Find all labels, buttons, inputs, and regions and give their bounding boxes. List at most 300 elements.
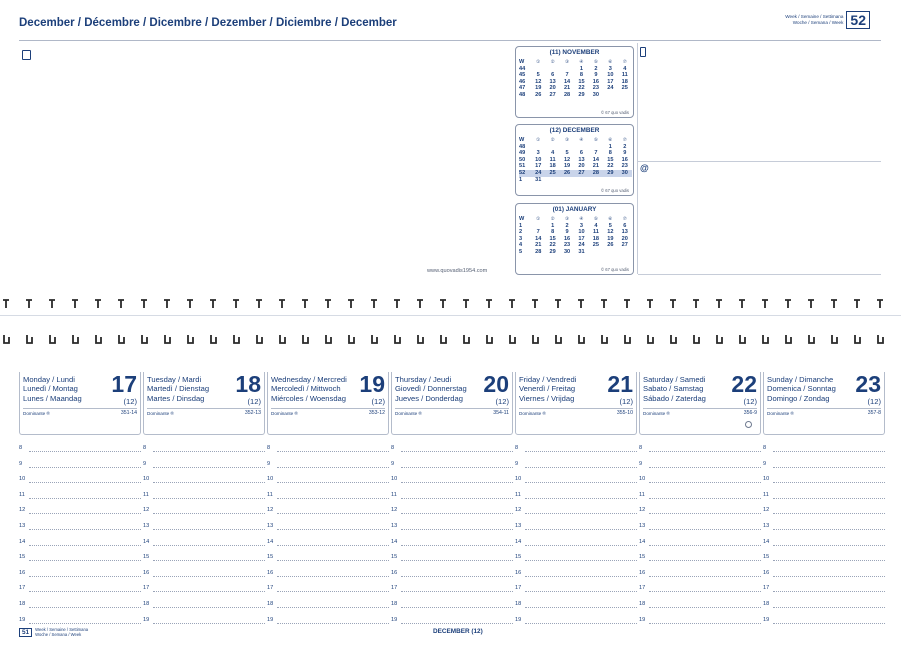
spiral-ring-top [739, 300, 745, 308]
hour-label: 15 [515, 554, 522, 561]
weekday-header: ④ [579, 59, 584, 64]
hour-line[interactable] [29, 560, 141, 561]
spiral-ring-bottom [579, 335, 584, 343]
hour-line[interactable] [773, 482, 885, 483]
day-week: (12) [867, 397, 881, 406]
notes-line [638, 274, 881, 275]
spiral-ring-top [670, 300, 676, 308]
weekday-header: ⑦ [622, 137, 627, 142]
spiral-ring-bottom [487, 335, 492, 343]
week-number-cell: 51 [519, 163, 526, 170]
hour-line[interactable] [153, 623, 265, 624]
notes-divider [637, 43, 638, 274]
hour-line[interactable] [29, 529, 141, 530]
date-cell: 28 [563, 91, 571, 98]
hour-line[interactable] [153, 607, 265, 608]
day-header [19, 372, 141, 435]
hour-label: 9 [763, 460, 767, 467]
hour-line[interactable] [401, 498, 513, 499]
week-label-line2: Woche / Semana / Week [792, 20, 844, 25]
date-cell: 14 [535, 235, 542, 242]
hour-line[interactable] [525, 529, 637, 530]
date-cell: 25 [621, 85, 628, 92]
hour-line[interactable] [773, 513, 885, 514]
weekday-header: ③ [565, 59, 570, 64]
date-cell: 29 [549, 248, 556, 255]
date-cell: 16 [592, 78, 600, 85]
hour-line[interactable] [649, 482, 761, 483]
weekday-header: ④ [579, 216, 584, 221]
hour-line[interactable] [153, 467, 265, 468]
spiral-ring-top [256, 300, 262, 308]
hour-line[interactable] [649, 498, 761, 499]
spiral-ring-bottom [625, 335, 630, 343]
date-cell: 22 [607, 163, 614, 170]
hour-line[interactable] [153, 560, 265, 561]
hour-line[interactable] [773, 623, 885, 624]
date-cell: 18 [621, 78, 628, 85]
hour-label: 12 [763, 507, 770, 514]
hour-line[interactable] [401, 576, 513, 577]
hour-line[interactable] [29, 482, 141, 483]
day-week: (12) [495, 397, 509, 406]
notepad-icon [22, 50, 31, 60]
mini-calendar-grid [519, 216, 632, 256]
week-number-cell: 2 [519, 229, 523, 236]
hour-line[interactable] [153, 545, 265, 546]
spiral-ring-bottom [96, 335, 101, 343]
hour-label: 18 [143, 601, 150, 607]
date-cell: 6 [551, 72, 555, 79]
day-name-line3: Jueves / Donderdag [395, 393, 463, 403]
spiral-ring-bottom [73, 335, 78, 343]
date-cell: 16 [563, 235, 571, 242]
hour-line[interactable] [401, 529, 513, 530]
date-cell: 13 [578, 156, 585, 163]
week-number-cell: 45 [519, 72, 526, 79]
hour-label: 12 [639, 507, 646, 514]
hour-line[interactable] [153, 591, 265, 592]
hour-line[interactable] [277, 467, 389, 468]
weekday-header: ⑦ [622, 59, 627, 64]
hour-label: 17 [267, 585, 274, 592]
date-cell: 30 [618, 170, 632, 177]
day-header [391, 372, 513, 435]
date-cell: 10 [535, 156, 542, 163]
hour-line[interactable] [401, 607, 513, 608]
date-cell: 12 [535, 78, 542, 85]
day-number: 18 [235, 371, 261, 397]
date-cell: 10 [578, 229, 585, 236]
day-number: 19 [359, 371, 385, 397]
date-cell: 9 [565, 229, 569, 236]
hour-line[interactable] [277, 560, 389, 561]
hour-line[interactable] [773, 545, 885, 546]
hour-label: 18 [267, 601, 274, 607]
date-cell [618, 249, 632, 256]
hour-label: 12 [19, 507, 26, 514]
day-names [147, 375, 209, 403]
day-divider [643, 408, 757, 409]
footer-week [19, 627, 88, 637]
hour-label: 19 [515, 616, 522, 623]
hour-line[interactable] [29, 498, 141, 499]
hour-line[interactable] [277, 498, 389, 499]
spiral-ring-bottom [50, 335, 55, 343]
date-cell: 11 [592, 229, 599, 236]
hour-line[interactable] [277, 623, 389, 624]
hour-label: 16 [19, 569, 26, 576]
spiral-ring-top [394, 300, 400, 308]
weekday-header: ⑤ [593, 216, 598, 221]
mini-calendar-footer: © 67 quo vadis [601, 110, 629, 115]
dominante-label: Dominante ® [395, 411, 422, 416]
hour-line[interactable] [401, 513, 513, 514]
date-cell [560, 177, 574, 184]
day-header [267, 372, 389, 435]
spiral-ring-top [187, 300, 193, 308]
hour-line[interactable] [525, 467, 637, 468]
hour-line[interactable] [649, 451, 761, 452]
hour-line[interactable] [277, 607, 389, 608]
weekday-header: ② [550, 216, 555, 221]
spiral-ring-bottom [234, 335, 239, 343]
hour-line[interactable] [29, 451, 141, 452]
day-names [395, 375, 467, 403]
day-name-line2: Mercoledì / Mittwoch [271, 384, 341, 394]
spiral-ring-bottom [280, 335, 285, 343]
hour-line[interactable] [525, 576, 637, 577]
mini-calendar-title: (11) NOVEMBER [549, 49, 600, 56]
spiral-ring-bottom [717, 335, 722, 343]
day-of-year: 354-11 [493, 410, 509, 416]
hour-line[interactable] [277, 576, 389, 577]
day-number: 23 [855, 371, 881, 397]
week-number-cell: 50 [519, 156, 526, 163]
hour-line[interactable] [773, 467, 885, 468]
mini-calendar-footer: © 67 quo vadis [601, 267, 629, 272]
hour-line[interactable] [401, 451, 513, 452]
date-cell [531, 66, 545, 73]
hour-line[interactable] [401, 591, 513, 592]
hour-line[interactable] [29, 576, 141, 577]
hour-line[interactable] [401, 545, 513, 546]
hour-label: 10 [391, 476, 398, 483]
hour-line[interactable] [649, 545, 761, 546]
week-label-line1: Week / Semaine / Settimana [785, 14, 844, 20]
hour-label: 11 [639, 491, 645, 498]
week-number-cell: 46 [519, 78, 526, 85]
hour-label: 17 [19, 585, 26, 592]
day-name-line3: Viernes / Vrijdag [519, 393, 575, 403]
date-cell [589, 249, 603, 256]
hour-line[interactable] [525, 451, 637, 452]
day-names [643, 375, 706, 403]
spiral-ring-top [302, 300, 308, 308]
spiral-ring-bottom [303, 335, 308, 343]
spiral-ring-bottom [786, 335, 791, 343]
date-cell: 23 [563, 242, 571, 249]
hour-line[interactable] [29, 467, 141, 468]
day-name-line3: Martes / Dinsdag [147, 393, 205, 403]
date-cell: 7 [594, 150, 598, 157]
hour-line[interactable] [525, 607, 637, 608]
mini-calendar-footer: © 67 quo vadis [601, 188, 629, 193]
hour-line[interactable] [525, 560, 637, 561]
hour-line[interactable] [773, 451, 885, 452]
hour-line[interactable] [153, 451, 265, 452]
dominante-label: Dominante ® [767, 411, 794, 416]
date-cell: 25 [545, 170, 559, 177]
spiral-ring-top [762, 300, 768, 308]
hour-line[interactable] [29, 545, 141, 546]
hour-line[interactable] [649, 529, 761, 530]
day-of-year: 357-8 [867, 410, 881, 416]
spiral-ring-bottom [510, 335, 515, 343]
date-cell: 27 [574, 170, 588, 177]
date-cell: 10 [607, 72, 614, 79]
spiral-ring-bottom [671, 335, 676, 343]
date-cell: 30 [563, 248, 571, 255]
hour-line[interactable] [525, 498, 637, 499]
date-cell [574, 177, 588, 184]
date-cell: 4 [594, 222, 598, 229]
day-divider [271, 408, 385, 409]
hour-label: 11 [143, 491, 149, 498]
hour-line[interactable] [525, 513, 637, 514]
date-cell [603, 177, 617, 184]
hour-line[interactable] [277, 529, 389, 530]
hour-label: 18 [391, 601, 398, 607]
week-number-cell: 49 [519, 150, 526, 157]
hour-label: 8 [143, 445, 147, 451]
date-cell: 4 [551, 150, 555, 157]
date-cell [531, 144, 545, 151]
hour-line[interactable] [525, 591, 637, 592]
hour-label: 15 [19, 554, 26, 561]
spiral-ring-top [601, 300, 607, 308]
day-divider [395, 408, 509, 409]
hour-line[interactable] [277, 482, 389, 483]
day-name-line3: Lunes / Maandag [23, 393, 82, 403]
hour-line[interactable] [773, 576, 885, 577]
hour-label: 19 [143, 616, 150, 623]
spiral-ring-top [49, 300, 55, 308]
hour-label: 11 [763, 491, 769, 498]
hour-line[interactable] [649, 576, 761, 577]
hour-label: 10 [19, 476, 26, 483]
date-cell: 21 [563, 85, 571, 92]
hour-label: 12 [267, 507, 274, 514]
hour-label: 12 [391, 507, 398, 514]
spiral-ring-bottom [740, 335, 745, 343]
day-number: 21 [607, 371, 633, 397]
hour-label: 14 [19, 538, 26, 545]
hour-line[interactable] [153, 482, 265, 483]
spiral-ring-bottom [326, 335, 331, 343]
hour-line[interactable] [29, 513, 141, 514]
date-cell: 2 [623, 143, 627, 150]
date-cell: 12 [607, 229, 614, 236]
date-cell: 8 [608, 150, 612, 157]
hour-line[interactable] [277, 513, 389, 514]
hour-line[interactable] [153, 513, 265, 514]
binding-strip [0, 315, 901, 329]
hour-label: 17 [391, 585, 398, 592]
hour-line[interactable] [649, 467, 761, 468]
dominante-label: Dominante ® [147, 411, 174, 416]
hour-line[interactable] [649, 607, 761, 608]
weekday-header: W [519, 59, 525, 65]
spiral-ring-top [693, 300, 699, 308]
day-names [519, 375, 576, 403]
hour-label: 13 [763, 523, 770, 529]
day-of-year: 355-10 [616, 410, 633, 416]
hour-label: 11 [19, 491, 25, 498]
hour-line[interactable] [525, 545, 637, 546]
date-cell: 26 [560, 170, 574, 177]
day-week: (12) [619, 397, 633, 406]
date-cell: 1 [551, 222, 555, 229]
day-names [767, 375, 836, 403]
day-divider [147, 408, 261, 409]
spiral-ring-bottom [418, 335, 423, 343]
hour-line[interactable] [29, 623, 141, 624]
hour-line[interactable] [525, 482, 637, 483]
spiral-ring-top [233, 300, 239, 308]
hour-line[interactable] [773, 529, 885, 530]
week-number-cell: 47 [519, 85, 526, 92]
hour-line[interactable] [773, 498, 885, 499]
mini-calendar [515, 203, 634, 275]
date-cell: 8 [579, 72, 584, 79]
date-cell: 18 [592, 235, 600, 242]
hour-label: 10 [639, 476, 646, 483]
date-cell: 3 [608, 65, 612, 72]
date-cell: 2 [594, 65, 598, 72]
hour-line[interactable] [29, 607, 141, 608]
date-cell: 26 [607, 242, 614, 249]
date-cell: 21 [535, 242, 542, 249]
spiral-ring-top [95, 300, 101, 308]
hour-line[interactable] [401, 623, 513, 624]
spiral-ring-top [210, 300, 216, 308]
date-cell: 17 [578, 235, 585, 242]
spiral-ring-bottom [855, 335, 860, 343]
day-header [143, 372, 265, 435]
day-name-line3: Miércoles / Woensdag [271, 393, 346, 403]
footer-week-number: 51 [19, 628, 32, 637]
hour-label: 9 [267, 460, 271, 467]
hour-line[interactable] [153, 529, 265, 530]
hour-line[interactable] [649, 623, 761, 624]
weekday-header: ② [550, 137, 555, 142]
spiral-ring-top [463, 300, 469, 308]
spiral-ring-top [578, 300, 584, 308]
date-cell [589, 144, 603, 151]
hour-line[interactable] [649, 513, 761, 514]
hour-line[interactable] [773, 607, 885, 608]
date-cell: 3 [579, 222, 584, 229]
hour-label: 15 [143, 554, 150, 561]
date-cell: 2 [565, 222, 569, 229]
hour-line[interactable] [649, 591, 761, 592]
day-name-line2: Domenica / Sonntag [767, 384, 836, 394]
spiral-ring-bottom [464, 335, 469, 343]
day-number: 20 [483, 371, 509, 397]
notes-line [638, 161, 881, 162]
website: www.quovadis1954.com [427, 268, 488, 274]
hour-line[interactable] [525, 623, 637, 624]
week-number-cell: 1 [519, 176, 523, 183]
day-week: (12) [371, 397, 385, 406]
date-cell: 18 [549, 163, 556, 170]
weekday-header: ① [536, 137, 541, 142]
date-cell: 12 [563, 156, 571, 163]
hour-label: 8 [19, 445, 23, 451]
day-header [763, 372, 885, 435]
date-cell [589, 177, 603, 184]
day-name-line2: Sabato / Samstag [643, 384, 704, 394]
hour-label: 10 [763, 476, 770, 483]
hour-line[interactable] [153, 498, 265, 499]
hour-label: 14 [639, 538, 646, 545]
hour-label: 13 [267, 523, 274, 529]
hour-label: 19 [267, 616, 274, 623]
hour-label: 16 [515, 569, 522, 576]
hour-line[interactable] [277, 545, 389, 546]
date-cell: 11 [549, 156, 556, 163]
spiral-ring-top [118, 300, 124, 308]
hour-label: 16 [763, 569, 770, 576]
dominante-label: Dominante ® [271, 411, 298, 416]
hour-line[interactable] [401, 560, 513, 561]
header-divider [19, 40, 881, 41]
hour-line[interactable] [277, 591, 389, 592]
hour-line[interactable] [401, 467, 513, 468]
hour-label: 16 [267, 569, 274, 576]
hour-line[interactable] [773, 591, 885, 592]
hour-line[interactable] [401, 482, 513, 483]
hour-line[interactable] [773, 560, 885, 561]
spiral-ring-bottom [809, 335, 814, 343]
hour-line[interactable] [277, 451, 389, 452]
date-cell: 7 [536, 229, 540, 236]
date-cell: 3 [536, 150, 540, 157]
date-cell: 24 [607, 85, 614, 92]
hour-line[interactable] [153, 576, 265, 577]
hour-label: 19 [391, 616, 398, 623]
day-name-line3: Domingo / Zondag [767, 393, 830, 403]
spiral-ring-top [26, 300, 32, 308]
hour-label: 14 [143, 538, 150, 545]
day-name-line1: Tuesday / Mardi [147, 375, 202, 384]
day-divider [23, 408, 137, 409]
hour-line[interactable] [29, 591, 141, 592]
day-number: 17 [111, 371, 137, 397]
weekday-header: ① [536, 59, 541, 64]
weekday-header: ② [550, 59, 555, 64]
mini-calendar-grid [519, 137, 632, 183]
date-cell: 24 [531, 170, 545, 177]
hour-line[interactable] [649, 560, 761, 561]
week-number-cell: 44 [519, 65, 526, 72]
hour-label: 13 [143, 523, 150, 529]
hour-label: 16 [143, 569, 150, 576]
hour-label: 14 [515, 538, 522, 545]
hour-label: 17 [143, 585, 150, 592]
date-cell: 11 [621, 72, 628, 79]
